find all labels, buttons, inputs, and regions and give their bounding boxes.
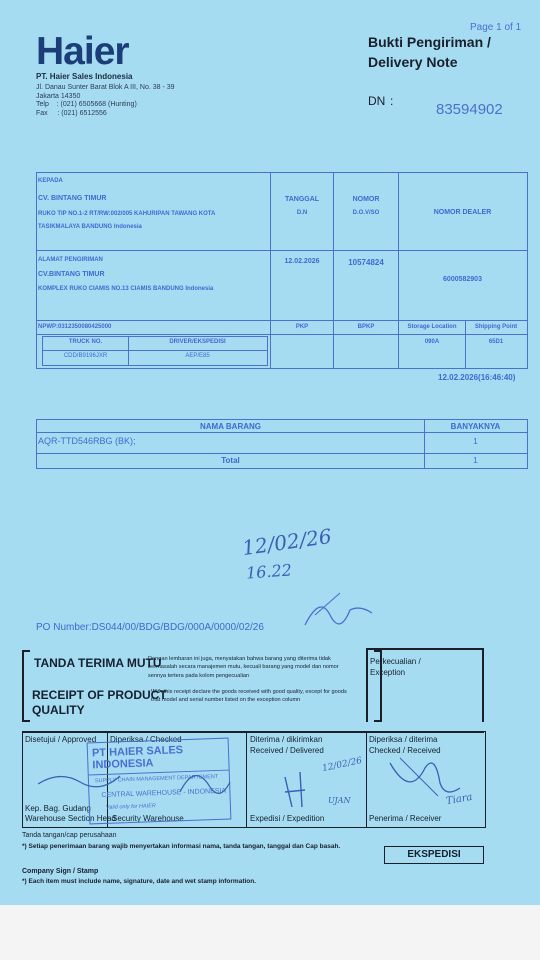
- stamp-line-4: Valid only for HAIER: [105, 803, 156, 811]
- note-english: *) Each item must include name, signature, date and wet stamp information.: [22, 878, 257, 885]
- sign-received-label: Diperiksa / diterima: [369, 735, 438, 744]
- stamp-line-3: CENTRAL WAREHOUSE - INDONESIA: [101, 787, 227, 800]
- haier-logo: Haier: [36, 30, 129, 73]
- dn-colon: :: [390, 94, 394, 108]
- truck-value: CDD/B9196JXR: [63, 353, 108, 359]
- col-banyaknya: BANYAKNYA: [450, 422, 501, 431]
- company-name: PT. Haier Sales Indonesia: [36, 72, 133, 81]
- document-title-en: Delivery Note: [368, 54, 458, 70]
- page-number: Page 1 of 1: [470, 22, 522, 33]
- company-sign-label: Company Sign / Stamp: [22, 868, 99, 875]
- address-line: Jakarta 14350: [36, 92, 81, 100]
- nomor-sub: D.O.V/SO: [352, 210, 380, 216]
- tanggal-label: TANGGAL: [284, 196, 320, 203]
- kepada-address-2: TASIKMALAYA BANDUNG Indonesia: [38, 224, 142, 230]
- kepada-label: KEPADA: [38, 178, 63, 184]
- stamp-line-2: SUPPLY CHAIN MANAGEMENT DEPARTEMENT: [89, 770, 229, 785]
- tanggal-value: 12.02.2026: [284, 258, 320, 265]
- dn-label: DN: [368, 94, 386, 108]
- kepada-address: RUKO TIP NO.1-2 RT/RW:002/005 KAHURIPAN TAWANG KOTA: [38, 211, 216, 217]
- alamat-label: ALAMAT PENGIRIMAN: [38, 257, 103, 263]
- address-line: Fax : (021) 6512556: [36, 109, 107, 117]
- exception-label-en: Exception: [370, 668, 406, 677]
- print-timestamp: 12.02.2026(16:46:40): [438, 373, 516, 382]
- sign-checked-label: Diperiksa / Checked: [110, 735, 182, 744]
- sign-approved-label: Disetujui / Approved: [25, 735, 97, 744]
- security-warehouse-label: Security Warehouse: [112, 814, 184, 823]
- item-name: AQR-TTD546RBG (BK);: [38, 436, 136, 446]
- pkp-label: PKP: [295, 324, 309, 330]
- expedition-label: Expedisi / Expedition: [250, 814, 325, 823]
- handwritten-sign-date: 12/02/26: [321, 755, 364, 775]
- nomor-value: 10574824: [348, 258, 384, 267]
- total-label: Total: [221, 456, 240, 465]
- handwritten-time: 16.22: [245, 560, 293, 583]
- shipping-label: Shipping Point: [474, 324, 518, 330]
- driver-label: DRIVER/EKSPEDISI: [169, 339, 226, 345]
- npwp: NPWP:0312350080425000: [38, 324, 112, 330]
- total-value: 1: [473, 456, 478, 465]
- note-indonesian: *) Setiap penerimaan barang wajib menyertakan informasi nama, tanda tangan, tanggal dan Cap basah.: [22, 843, 341, 850]
- stamp-line-1: PT HAIER SALES INDONESIA: [91, 744, 184, 772]
- col-nama-barang: NAMA BARANG: [199, 422, 262, 431]
- kepada-name: CV. BINTANG TIMUR: [38, 195, 107, 202]
- receipt-text: With this receipt declare the goods received with good quality, except for goods that model and serial number listed on the exception column: [151, 689, 347, 704]
- driver-value: AEP/E85: [185, 353, 210, 359]
- handwritten-date: 12/02/26: [240, 523, 334, 561]
- sign-delivered-label-en: Received / Delivered: [250, 746, 324, 755]
- handwritten-signature-top: [300, 585, 380, 635]
- shipping-value: 65D1: [488, 339, 504, 345]
- exception-label: Perkecualian /: [370, 657, 421, 666]
- alamat-name: CV.BINTANG TIMUR: [38, 271, 105, 278]
- signature-scribbles: [30, 752, 360, 822]
- dealer-value: 6000582903: [443, 276, 482, 283]
- copy-label: EKSPEDISI: [384, 846, 484, 864]
- dealer-label: NOMOR DEALER: [433, 209, 492, 216]
- item-qty: 1: [473, 437, 478, 446]
- tanda-terima-text: Dengan lembaran ini juga, menyatakan bahwa barang yang diterima tidak bermasalah secara manajemen mutu, kecuali barang yang model dan nomor sennya tertera pada kolom pengecualian: [148, 656, 339, 679]
- tanda-terima-title: TANDA TERIMA MUTU: [34, 656, 162, 670]
- nomor-label: NOMOR: [352, 196, 380, 203]
- receipt-title: RECEIPT OF PRODUCT: [32, 688, 167, 702]
- dn-number: 83594902: [436, 101, 503, 118]
- scan-margin: [0, 905, 540, 960]
- sign-stamp-label: Tanda tangan/cap perusahaan: [22, 832, 117, 839]
- handwritten-ujan: UJAN: [328, 796, 351, 805]
- truck-label: TRUCK NO.: [68, 339, 103, 345]
- po-number: PO Number:DS044/00/BDG/BDG/000A/0000/02/26: [36, 622, 264, 633]
- handwritten-tiara: Tiara: [445, 791, 474, 808]
- sign-received-label-en: Checked / Received: [369, 746, 441, 755]
- storage-label: Storage Location: [407, 324, 457, 330]
- bpkp-label: BPKP: [357, 324, 375, 330]
- address-line: Telp : (021) 6505668 (Hunting): [36, 101, 137, 109]
- alamat-address: KOMPLEX RUKO CIAMIS NO.13 CIAMIS BANDUNG Indonesia: [38, 286, 214, 292]
- company-address: [36, 84, 175, 118]
- address-line: Jl. Danau Sunter Barat Blok A III, No. 38 - 39: [36, 84, 175, 91]
- tanggal-sub: D.N: [296, 210, 308, 216]
- warehouse-head-label: Kep. Bag. Gudang: [25, 804, 91, 813]
- receiver-label: Penerima / Receiver: [369, 814, 442, 823]
- warehouse-head-label-en: Warehouse Section Head: [25, 814, 116, 823]
- sign-delivered-label: Diterima / dikirimkan: [250, 735, 323, 744]
- storage-value: 090A: [424, 339, 440, 345]
- document-title: Bukti Pengiriman /: [368, 34, 491, 50]
- receipt-title-2: QUALITY: [32, 703, 85, 717]
